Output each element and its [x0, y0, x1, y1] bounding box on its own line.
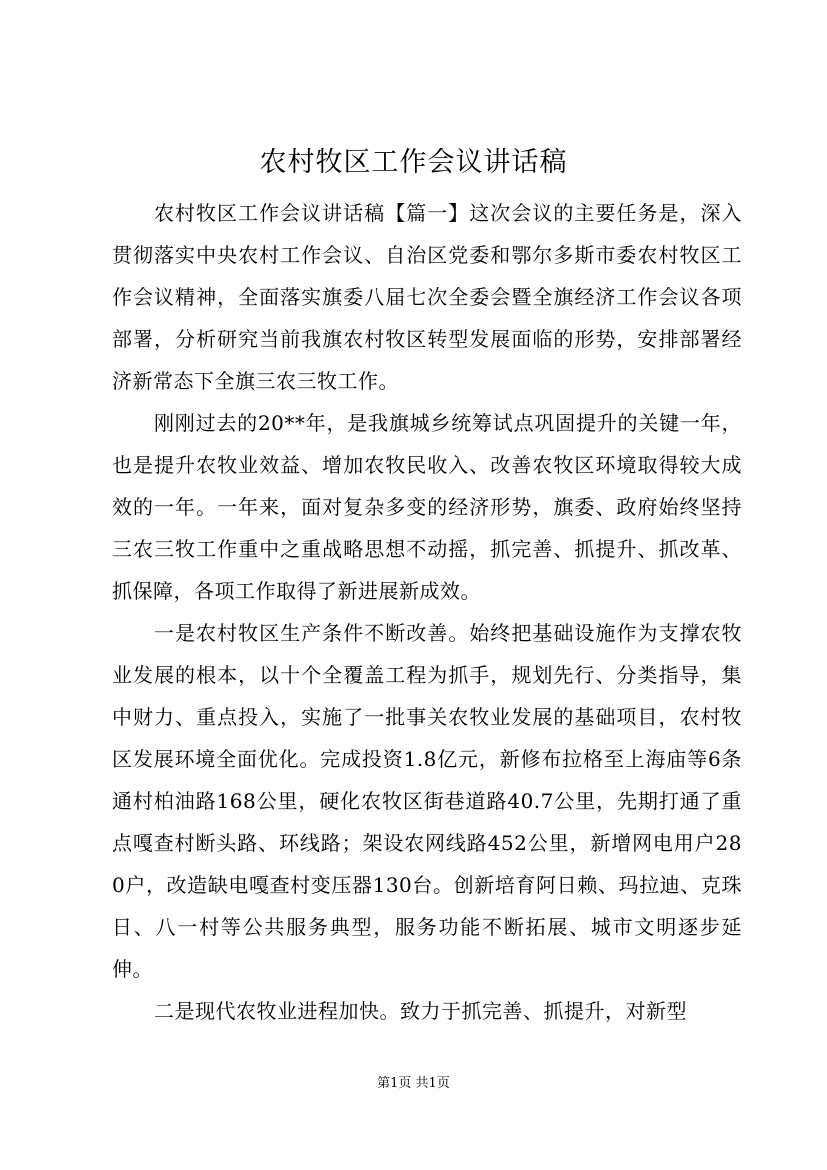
page-number-footer: 第1页 共1页: [377, 1076, 450, 1091]
paragraph-2: 刚刚过去的20**年，是我旗城乡统筹试点巩固提升的关键一年，也是提升农牧业效益、增加农牧民收入、改善农牧区环境取得较大成效的一年。一年来，面对复杂多变的经济形势，旗委、政府始终坚持三农三牧工作重中之重战略思想不动摇，抓完善、抓提升、抓改革、抓保障，各项工作取得了新进展新成效。: [112, 411, 742, 603]
document-title: 农村牧区工作会议讲话稿: [259, 147, 568, 178]
paragraph-3: 一是农村牧区生产条件不断改善。始终把基础设施作为支撑农牧业发展的根本，以十个全覆盖工程为抓手，规划先行、分类指导，集中财力、重点投入，实施了一批事关农牧业发展的基础项目，农村牧区发展环境全面优化。完成投资1.8亿元，新修布拉格至上海庙等6条通村柏油路168公里，硬化农牧区街巷道路40.7公里，先期打通了重点嘎查村断头路、环线路；架设农网线路452公里，新增网电用户280户，改造缺电嘎查村变压器130台。创新培育阿日赖、玛拉迪、克珠日、八一村等公共服务典型，服务功能不断拓展、城市文明逐步延伸。: [112, 621, 742, 981]
document-body: [112, 192, 742, 1032]
paragraph-4: 二是现代农牧业进程加快。致力于抓完善、抓提升，对新型: [154, 999, 687, 1023]
paragraph-1: 农村牧区工作会议讲话稿【篇一】这次会议的主要任务是，深入贯彻落实中央农村工作会议、自治区党委和鄂尔多斯市委农村牧区工作会议精神，全面落实旗委八届七次全委会暨全旗经济工作会议各项部署，分析研究当前我旗农村牧区转型发展面临的形势，安排部署经济新常态下全旗三农三牧工作。: [112, 201, 742, 393]
